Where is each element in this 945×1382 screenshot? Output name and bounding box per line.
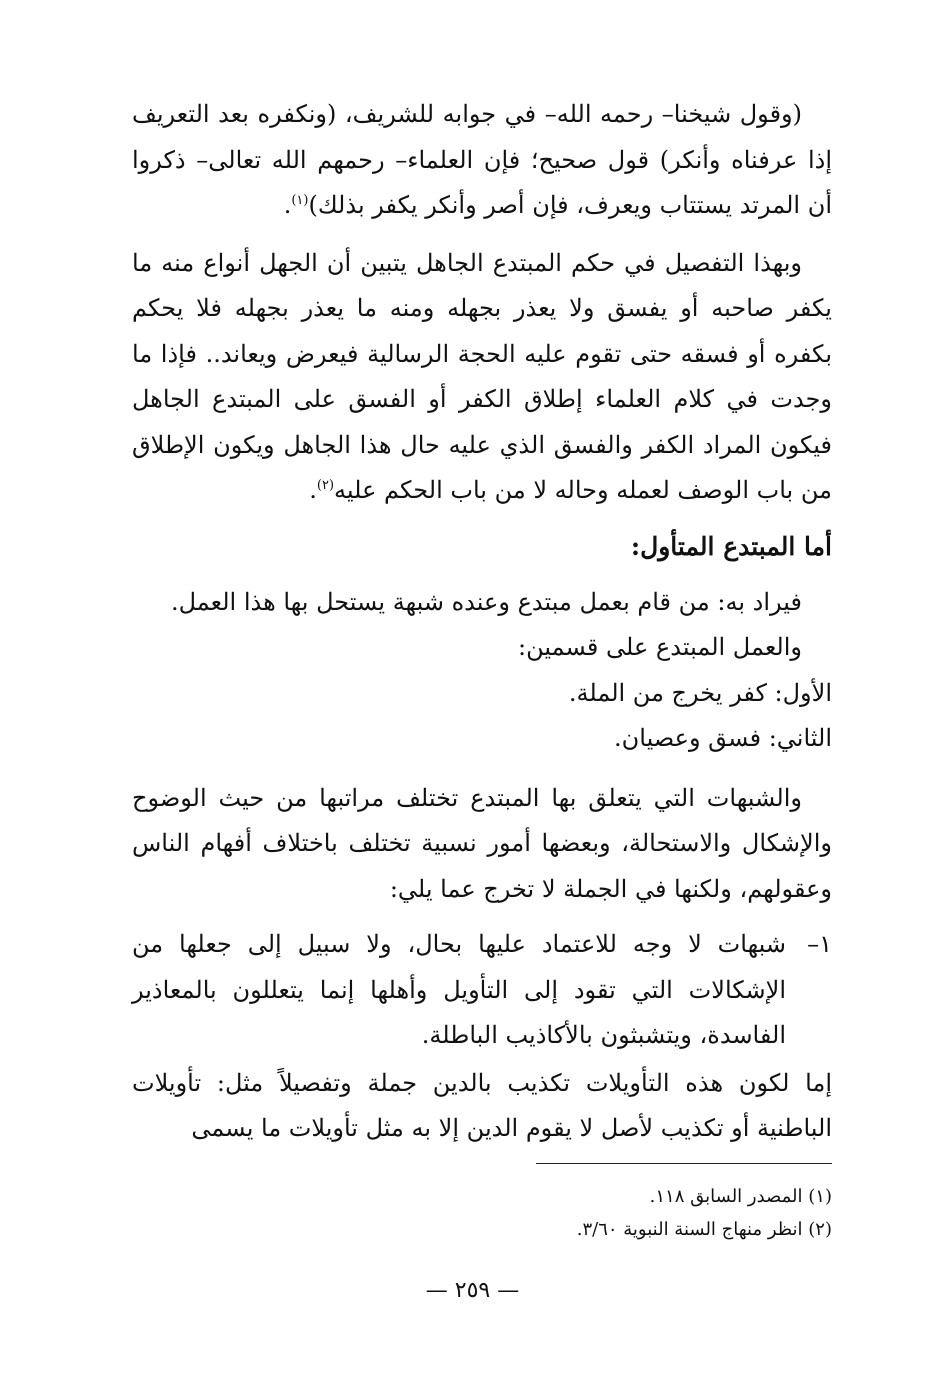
footnote-2: (٢) انظر منهاج السنة النبوية ٣/٦٠.: [576, 1219, 832, 1240]
list-item-1: [132, 922, 832, 1059]
list-item-text: شبهات لا وجه للاعتماد عليها بحال، ولا سبيل إلى جعلها من الإشكالات التي تقود إلى التأويل وأهلها إنما يتعللون بالمعاذير الفاسدة، ويتشبثون بالأكاذيب الباطلة.: [132, 930, 786, 1049]
paragraph-quote: [132, 92, 832, 229]
definition-line: فيراد به: من قام بعمل مبتدع وعنده شبهة يستحل بها هذا العمل.: [170, 587, 802, 616]
footnote-ref-1[interactable]: (١): [291, 193, 309, 208]
spacer: [132, 762, 832, 776]
division-intro-line: والعمل المبتدع على قسمين:: [518, 633, 802, 661]
list-item-number: ١–: [807, 930, 832, 958]
paragraph-ignorance-end: .: [309, 476, 317, 504]
paragraph-ignorance-types: [132, 241, 832, 514]
paragraph-quote-text: (وقول شيخنا– رحمه الله– في جوابه للشريف، (ونكفره بعد التعريف إذا عرفناه وأنكر) قول صحيح؛ فإن العلماء– رحمهم الله تعالى– ذكروا أن المرتد يستتاب ويعرف، فإن أصر وأنكر يكفر بذلك): [132, 100, 832, 219]
section-heading: أما المبتدع المتأول:: [630, 531, 832, 561]
paragraph-ignorance-text: وبهذا التفصيل في حكم المبتدع الجاهل يتبين أن الجهل أنواع منه ما يكفر صاحبه أو يفسق ولا يعذر بجهله ومنه ما يعذر بجهله فلا يحكم بكفره أو فسقه حتى تقوم عليه الحجة الرسالية فيعرض ويعاند.. فإذا ما وجدت في كلام العلماء إطلاق الكفر أو الفسق على المبتدع الجاهل فيكون المراد الكفر والفسق الذي عليه حال هذا الجاهل ويكون الإطلاق من باب الوصف لعمله وحاله لا من باب الحكم عليه: [132, 248, 832, 504]
footnotes: [132, 1180, 832, 1246]
first-kind-line: الأول: كفر يخرج من الملة.: [568, 678, 832, 707]
page-body: [132, 92, 832, 1162]
footnote-1: (١) المصدر السابق ١١٨.: [649, 1186, 832, 1207]
paragraph-interpretations: إما لكون هذه التأويلات تكذيب بالدين جملة وتفصيلاً مثل: تأويلات الباطنية أو تكذيب لأصل لا يقوم الدين إلا به مثل تأويلات ما يسمى: [132, 1068, 832, 1142]
second-kind-line: الثاني: فسق وعصيان.: [614, 724, 832, 752]
paragraph-quote-end: .: [283, 191, 292, 219]
footnote-ref-2[interactable]: (٢): [316, 478, 335, 493]
paragraph-doubts: والشبهات التي يتعلق بها المبتدع تختلف مراتبها من حيث الوضوح والإشكال والاستحالة، وبعضها أمور نسبية تختلف باختلاف أفهام الناس وعقولهم، ولكنها في الجملة لا تخرج عما يلي:: [132, 783, 832, 903]
page-number: — ٢٥٩ —: [425, 1278, 520, 1303]
footnote-divider: [536, 1163, 832, 1164]
